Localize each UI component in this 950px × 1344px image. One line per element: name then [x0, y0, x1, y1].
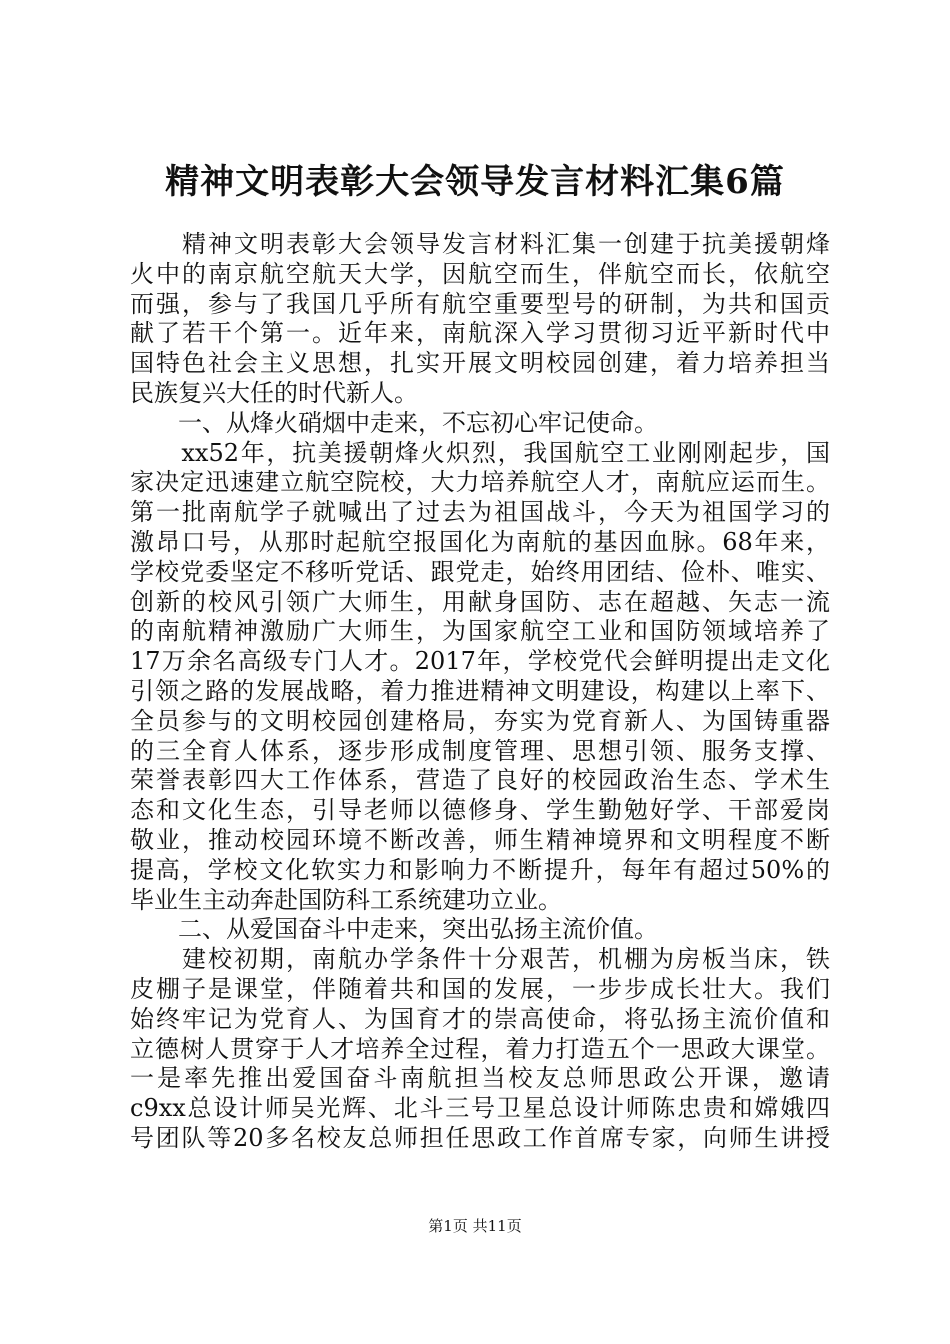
text-line: 精神文明表彰大会领导发言材料汇集一创建于抗美援朝烽: [130, 230, 830, 258]
text-line: 献了若干个第一。近年来，南航深入学习贯彻习近平新时代中: [130, 319, 830, 348]
text-line: c9xx总设计师吴光辉、北斗三号卫星总设计师陈忠贵和嫦娥四: [130, 1094, 830, 1123]
text-line: 民族复兴大任的时代新人。: [130, 378, 418, 407]
text-line: 全员参与的文明校园创建格局，夯实为党育新人、为国铸重器: [130, 706, 830, 735]
text-line: 始终牢记为党育人、为国育才的崇高使命，将弘扬主流价值和: [130, 1004, 830, 1033]
text-line: 激昂口号，从那时起航空报国化为南航的基因血脉。68年来，: [130, 527, 830, 556]
text-line: 一是率先推出爱国奋斗南航担当校友总师思政公开课，邀请: [130, 1064, 830, 1093]
text-line: 态和文化生态，引导老师以德修身、学生勤勉好学、干部爱岗: [130, 796, 830, 825]
text-line: 敬业，推动校园环境不断改善，师生精神境界和文明程度不断: [130, 825, 830, 854]
text-line: 第一批南航学子就喊出了过去为祖国战斗，今天为祖国学习的: [130, 498, 830, 527]
text-line: 火中的南京航空航天大学，因航空而生，伴航空而长，依航空: [130, 259, 830, 288]
text-line: 荣誉表彰四大工作体系，营造了良好的校园政治生态、学术生: [130, 766, 830, 795]
text-line: 创新的校风引领广大师生，用献身国防、志在超越、矢志一流: [130, 587, 830, 616]
text-line: 的南航精神激励广大师生，为国家航空工业和国防领域培养了: [130, 617, 830, 646]
text-line: 立德树人贯穿于人才培养全过程，着力打造五个一思政大课堂。: [130, 1034, 830, 1063]
text-line: 17万余名高级专门人才。2017年，学校党代会鲜明提出走文化: [130, 647, 830, 676]
text-line: 号团队等20多名校友总师担任思政工作首席专家，向师生讲授: [130, 1123, 830, 1152]
document-title: 精神文明表彰大会领导发言材料汇集6篇: [165, 162, 785, 202]
text-line: 的三全育人体系，逐步形成制度管理、思想引领、服务支撑、: [130, 736, 830, 765]
text-line: 提高，学校文化软实力和影响力不断提升，每年有超过50%的: [130, 855, 830, 884]
text-line: 而强，参与了我国几乎所有航空重要型号的研制，为共和国贡: [130, 289, 830, 318]
text-line: 家决定迅速建立航空院校，大力培养航空人才，南航应运而生。: [130, 468, 830, 497]
page-footer: 第1页 共11页: [428, 1217, 522, 1235]
text-line: 二、从爱国奋斗中走来，突出弘扬主流价值。: [130, 915, 658, 944]
text-line: xx52年，抗美援朝烽火炽烈，我国航空工业刚刚起步，国: [130, 438, 830, 467]
document-body: [130, 230, 830, 1154]
text-line: 引领之路的发展战略，着力推进精神文明建设，构建以上率下、: [130, 676, 830, 705]
text-line: 学校党委坚定不移听党话、跟党走，始终用团结、俭朴、唯实、: [130, 557, 830, 586]
text-line: 国特色社会主义思想，扎实开展文明校园创建，着力培养担当: [130, 349, 830, 378]
text-line: 毕业生主动奔赴国防科工系统建功立业。: [130, 885, 562, 914]
text-line: 建校初期，南航办学条件十分艰苦，机棚为房板当床，铁: [130, 945, 830, 974]
text-line: 一、从烽火硝烟中走来，不忘初心牢记使命。: [130, 408, 658, 437]
text-line: 皮棚子是课堂，伴随着共和国的发展，一步步成长壮大。我们: [130, 974, 830, 1003]
